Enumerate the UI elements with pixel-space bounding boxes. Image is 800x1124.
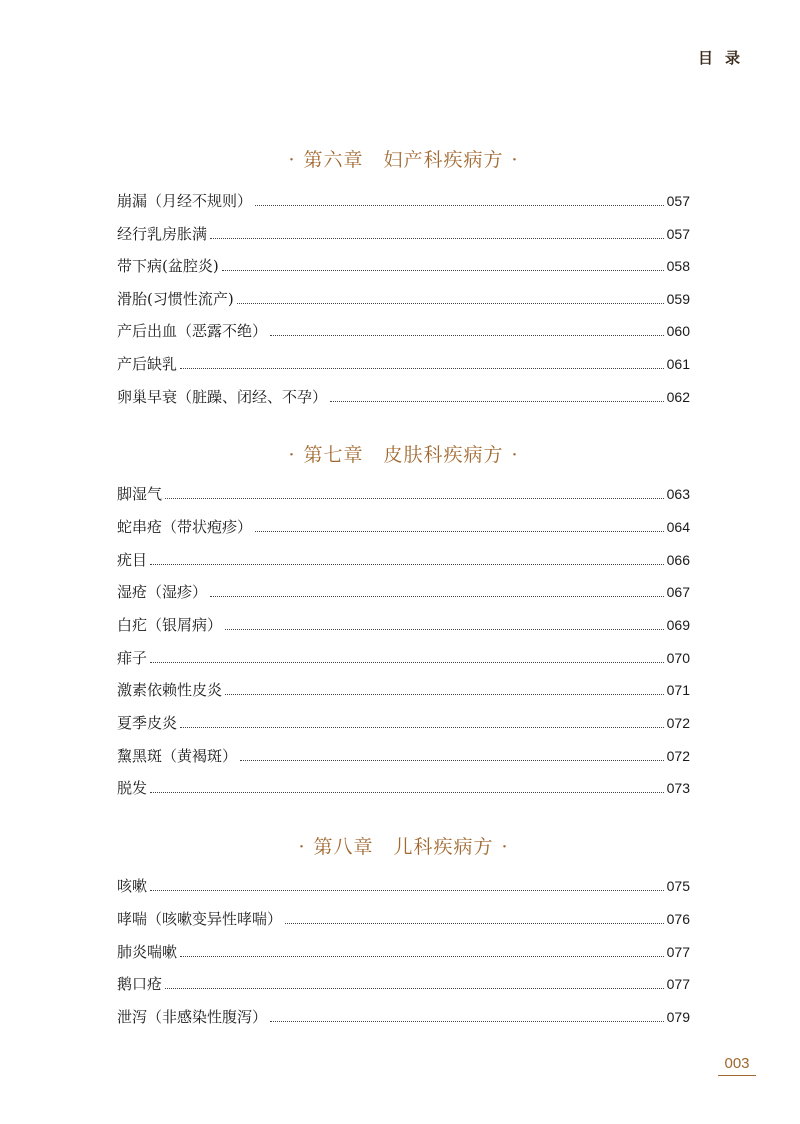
dot-leader: [180, 956, 664, 957]
toc-entry[interactable]: [117, 712, 690, 734]
entry-label: 哮喘（咳嗽变异性哮喘）: [117, 910, 283, 928]
dot-leader: [222, 270, 664, 271]
entry-page: 058: [666, 258, 690, 274]
dot-leader: [150, 890, 664, 891]
heading-dot-right: ·: [501, 836, 509, 858]
toc-entry[interactable]: [117, 483, 690, 505]
entry-label: 产后出血（恶露不绝）: [117, 322, 268, 340]
entry-page: 072: [666, 748, 690, 764]
entry-label: 脚湿气: [117, 485, 163, 503]
heading-dot-left: ·: [288, 444, 296, 466]
dot-leader: [165, 988, 664, 989]
entry-label: 疣目: [117, 551, 148, 569]
entry-page: 059: [666, 291, 690, 307]
chapter-title: 第六章 妇产科疾病方: [303, 149, 504, 171]
entry-label: 卵巢早衰（脏躁、闭经、不孕）: [117, 388, 328, 406]
heading-dot-right: ·: [511, 149, 519, 171]
toc-entry[interactable]: [117, 549, 690, 571]
dot-leader: [255, 205, 664, 206]
entry-label: 脱发: [117, 779, 148, 797]
dot-leader: [165, 498, 664, 499]
entry-page: 077: [666, 976, 690, 992]
running-header-title: 目录: [697, 49, 752, 67]
toc-entry[interactable]: [117, 223, 690, 245]
toc-entry[interactable]: [117, 516, 690, 538]
dot-leader: [237, 303, 664, 304]
entry-label: 痱子: [117, 649, 148, 667]
toc-entry[interactable]: [117, 320, 690, 342]
entry-label: 鹅口疮: [117, 975, 163, 993]
dot-leader: [150, 662, 664, 663]
heading-dot-right: ·: [511, 444, 519, 466]
entry-label: 泄泻（非感染性腹泻）: [117, 1008, 268, 1026]
toc-entry[interactable]: [117, 255, 690, 277]
entry-page: 062: [666, 389, 690, 405]
dot-leader: [270, 335, 664, 336]
toc-entry[interactable]: [117, 386, 690, 408]
entry-page: 070: [666, 650, 690, 666]
dot-leader: [180, 368, 664, 369]
toc-entry[interactable]: [117, 288, 690, 310]
toc-entry[interactable]: [117, 647, 690, 669]
toc-entry[interactable]: [117, 875, 690, 897]
entry-label: 带下病(盆腔炎): [117, 257, 219, 275]
dot-leader: [180, 727, 664, 728]
entry-label: 崩漏（月经不规则）: [117, 192, 253, 210]
dot-leader: [330, 401, 664, 402]
entry-page: 066: [666, 552, 690, 568]
chapter-heading-6: [117, 145, 690, 172]
entry-label: 白疕（银屑病）: [117, 616, 223, 634]
heading-dot-left: ·: [298, 836, 306, 858]
entry-page: 064: [666, 519, 690, 535]
entry-page: 060: [666, 323, 690, 339]
entry-page: 071: [666, 682, 690, 698]
entry-label: 激素依赖性皮炎: [117, 681, 223, 699]
dot-leader: [225, 629, 664, 630]
toc-entry[interactable]: [117, 777, 690, 799]
entry-label: 咳嗽: [117, 877, 148, 895]
entry-page: 072: [666, 715, 690, 731]
entry-page: 063: [666, 486, 690, 502]
entry-page: 067: [666, 584, 690, 600]
entry-page: 076: [666, 911, 690, 927]
entry-label: 夏季皮炎: [117, 714, 178, 732]
page-number: 003: [718, 1055, 756, 1076]
chapter-heading-7: [117, 440, 690, 467]
toc-entry[interactable]: [117, 190, 690, 212]
dot-leader: [225, 694, 664, 695]
entry-page: 077: [666, 944, 690, 960]
entry-page: 057: [666, 226, 690, 242]
dot-leader: [150, 792, 664, 793]
dot-leader: [210, 238, 664, 239]
heading-dot-left: ·: [288, 149, 296, 171]
toc-entry[interactable]: [117, 1006, 690, 1028]
entry-label: 滑胎(习惯性流产): [117, 290, 234, 308]
toc-entry[interactable]: [117, 679, 690, 701]
dot-leader: [210, 596, 664, 597]
chapter-title: 第七章 皮肤科疾病方: [303, 444, 504, 466]
toc-entry[interactable]: [117, 973, 690, 995]
entry-page: 069: [666, 617, 690, 633]
entry-label: 湿疮（湿疹）: [117, 583, 208, 601]
entry-page: 079: [666, 1009, 690, 1025]
toc-entry[interactable]: [117, 908, 690, 930]
entry-label: 经行乳房胀满: [117, 225, 208, 243]
entry-label: 黧黑斑（黄褐斑）: [117, 747, 238, 765]
entry-label: 肺炎喘嗽: [117, 943, 178, 961]
dot-leader: [150, 564, 664, 565]
dot-leader: [240, 760, 664, 761]
dot-leader: [285, 923, 664, 924]
entry-label: 产后缺乳: [117, 355, 178, 373]
toc-entry[interactable]: [117, 614, 690, 636]
toc-entry[interactable]: [117, 353, 690, 375]
dot-leader: [270, 1021, 664, 1022]
entry-page: 057: [666, 193, 690, 209]
chapter-heading-8: [117, 832, 690, 859]
entry-page: 061: [666, 356, 690, 372]
entry-page: 073: [666, 780, 690, 796]
dot-leader: [255, 531, 664, 532]
toc-entry[interactable]: [117, 941, 690, 963]
entry-label: 蛇串疮（带状疱疹）: [117, 518, 253, 536]
entry-page: 075: [666, 878, 690, 894]
toc-entry[interactable]: [117, 745, 690, 767]
chapter-title: 第八章 儿科疾病方: [313, 836, 494, 858]
toc-entry[interactable]: [117, 581, 690, 603]
